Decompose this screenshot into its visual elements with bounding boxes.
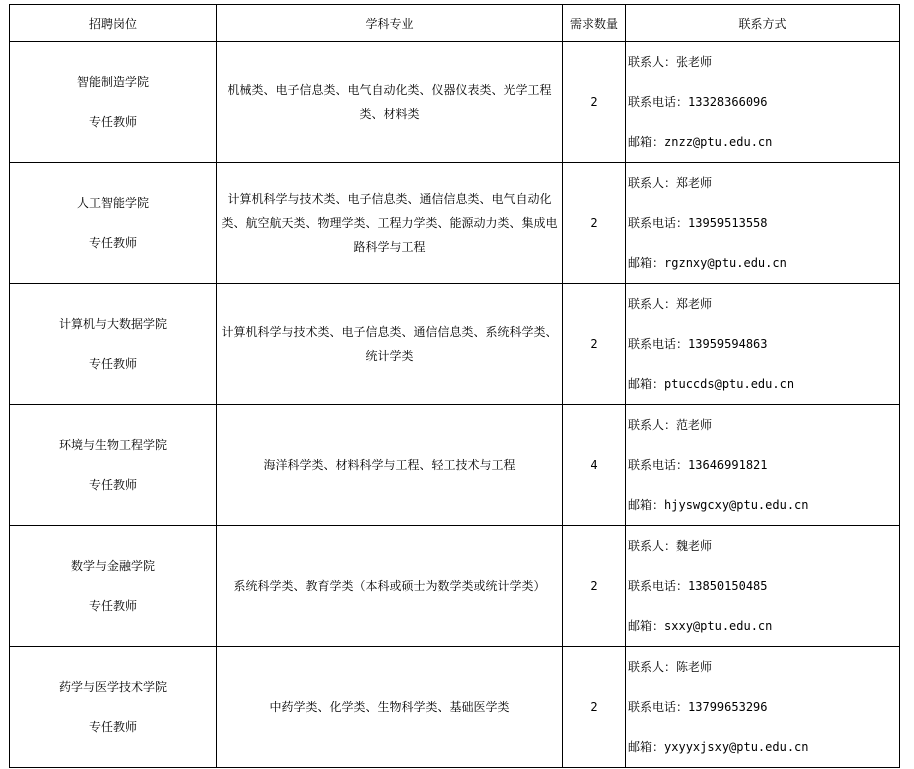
role-name: 专任教师 — [88, 115, 137, 129]
contact-phone-line — [628, 203, 899, 243]
contact-email-line — [628, 122, 899, 162]
college-name: 人工智能学院 — [76, 196, 149, 210]
count-cell: 2 — [563, 284, 626, 405]
email-label: 邮箱： — [628, 377, 665, 391]
contact-cell — [626, 526, 900, 647]
major-cell: 机械类、电子信息类、电气自动化类、仪器仪表类、光学工程类、材料类 — [217, 42, 563, 163]
header-major: 学科专业 — [217, 5, 563, 42]
college-name: 数学与金融学院 — [70, 559, 155, 573]
contact-person: 联系人：张老师 — [628, 55, 713, 69]
count-cell: 2 — [563, 163, 626, 284]
recruitment-table — [9, 4, 900, 768]
count-cell: 2 — [563, 42, 626, 163]
major-cell: 海洋科学类、材料科学与工程、轻工技术与工程 — [217, 405, 563, 526]
contact-cell — [626, 647, 900, 768]
role-name: 专任教师 — [88, 357, 137, 371]
header-position: 招聘岗位 — [10, 5, 217, 42]
contact-email-line — [628, 485, 899, 525]
email-label: 邮箱： — [628, 498, 665, 512]
count-cell: 2 — [563, 647, 626, 768]
table-row — [10, 405, 900, 526]
position-cell — [10, 405, 217, 526]
major-cell: 计算机科学与技术类、电子信息类、通信信息类、电气自动化类、航空航天类、物理学类、工程力学类、能源动力类、集成电路科学与工程 — [217, 163, 563, 284]
contact-email-line — [628, 364, 899, 404]
contact-email-line — [628, 606, 899, 646]
table-header-row — [10, 5, 900, 42]
email-address[interactable]: rgznxy@ptu.edu.cn — [664, 256, 787, 270]
role-name: 专任教师 — [88, 599, 137, 613]
contact-cell — [626, 163, 900, 284]
email-label: 邮箱： — [628, 256, 665, 270]
contact-person: 联系人：郑老师 — [628, 176, 713, 190]
email-address[interactable]: ptuccds@ptu.edu.cn — [664, 377, 795, 391]
phone-number: 13959513558 — [688, 216, 768, 230]
phone-label: 联系电话： — [628, 216, 689, 230]
contact-cell — [626, 42, 900, 163]
count-cell: 2 — [563, 526, 626, 647]
contact-email-line — [628, 243, 899, 283]
phone-label: 联系电话： — [628, 337, 689, 351]
role-name: 专任教师 — [88, 478, 137, 492]
contact-cell — [626, 405, 900, 526]
contact-phone-line — [628, 566, 899, 606]
phone-number: 13959594863 — [688, 337, 768, 351]
email-label: 邮箱： — [628, 740, 665, 754]
email-address[interactable]: yxyyxjsxy@ptu.edu.cn — [664, 740, 809, 754]
table-row — [10, 647, 900, 768]
position-cell — [10, 284, 217, 405]
position-cell — [10, 163, 217, 284]
contact-person: 联系人：魏老师 — [628, 539, 713, 553]
phone-number: 13850150485 — [688, 579, 768, 593]
major-cell: 系统科学类、教育学类（本科或硕士为数学类或统计学类） — [217, 526, 563, 647]
role-name: 专任教师 — [88, 720, 137, 734]
college-name: 药学与医学技术学院 — [58, 680, 167, 694]
contact-phone-line — [628, 445, 899, 485]
email-address[interactable]: znzz@ptu.edu.cn — [664, 135, 773, 149]
header-contact: 联系方式 — [626, 5, 900, 42]
email-address[interactable]: sxxy@ptu.edu.cn — [664, 619, 773, 633]
contact-person: 联系人：范老师 — [628, 418, 713, 432]
position-cell — [10, 42, 217, 163]
major-cell: 计算机科学与技术类、电子信息类、通信信息类、系统科学类、统计学类 — [217, 284, 563, 405]
header-count: 需求数量 — [563, 5, 626, 42]
role-name: 专任教师 — [88, 236, 137, 250]
phone-label: 联系电话： — [628, 579, 689, 593]
count-cell: 4 — [563, 405, 626, 526]
position-cell — [10, 647, 217, 768]
table-row — [10, 163, 900, 284]
contact-phone-line — [628, 82, 899, 122]
email-label: 邮箱： — [628, 619, 665, 633]
contact-phone-line — [628, 324, 899, 364]
phone-number: 13646991821 — [688, 458, 768, 472]
phone-number: 13328366096 — [688, 95, 768, 109]
phone-label: 联系电话： — [628, 700, 689, 714]
phone-label: 联系电话： — [628, 95, 689, 109]
table-row — [10, 284, 900, 405]
contact-person: 联系人：陈老师 — [628, 660, 713, 674]
phone-number: 13799653296 — [688, 700, 768, 714]
contact-email-line — [628, 727, 899, 767]
major-cell: 中药学类、化学类、生物科学类、基础医学类 — [217, 647, 563, 768]
table-row — [10, 526, 900, 647]
email-label: 邮箱： — [628, 135, 665, 149]
college-name: 智能制造学院 — [76, 75, 149, 89]
table-row — [10, 42, 900, 163]
contact-person: 联系人：郑老师 — [628, 297, 713, 311]
email-address[interactable]: hjyswgcxy@ptu.edu.cn — [664, 498, 809, 512]
college-name: 环境与生物工程学院 — [58, 438, 167, 452]
phone-label: 联系电话： — [628, 458, 689, 472]
college-name: 计算机与大数据学院 — [58, 317, 167, 331]
position-cell — [10, 526, 217, 647]
contact-cell — [626, 284, 900, 405]
contact-phone-line — [628, 687, 899, 727]
